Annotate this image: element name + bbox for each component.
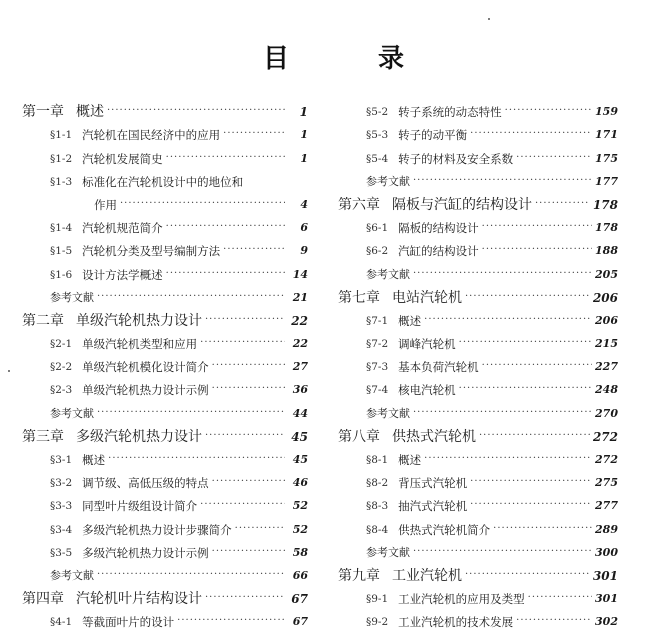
toc-references-entry[interactable]	[338, 258, 618, 281]
entry-title: 等截面叶片的设计	[82, 615, 175, 629]
entry-title: 抽汽式汽轮机	[398, 499, 468, 514]
entry-number: §2-3	[50, 384, 73, 397]
toc-section-entry[interactable]	[22, 235, 308, 258]
entry-number: 第三章	[22, 428, 64, 445]
entry-title: 背压式汽轮机	[398, 476, 468, 491]
entry-number: 第一章	[22, 104, 64, 121]
dot-leader	[97, 291, 285, 305]
entry-title: 工业汽轮机的应用及类型	[398, 592, 525, 607]
toc-section-entry[interactable]	[22, 189, 308, 212]
page-number: 21	[292, 290, 308, 304]
toc-references-entry[interactable]	[338, 166, 618, 189]
dot-leader	[107, 105, 285, 119]
dot-leader	[493, 523, 592, 537]
entry-title: 标准化在汽轮机设计中的地位和	[82, 174, 244, 189]
page-number: 45	[291, 429, 308, 444]
entry-title: 单级汽轮机热力设计示例	[82, 383, 209, 398]
page-number: 14	[292, 267, 308, 281]
page-number: 6	[300, 221, 308, 235]
toc-section-entry[interactable]	[22, 166, 308, 189]
dot-leader	[413, 175, 592, 189]
entry-number: 第二章	[22, 312, 64, 329]
toc-section-entry[interactable]	[338, 583, 618, 606]
page-number: 277	[595, 499, 618, 513]
page-number: 300	[595, 545, 618, 559]
toc-chapter-entry[interactable]	[22, 305, 308, 328]
entry-number: §5-4	[366, 152, 389, 165]
entry-title: 参考文献	[50, 568, 94, 582]
toc-references-entry[interactable]	[22, 282, 308, 305]
entry-number: §1-3	[50, 175, 73, 188]
dot-leader	[212, 546, 285, 560]
entry-title: 工业汽轮机	[392, 567, 462, 584]
entry-number: §7-2	[366, 338, 389, 351]
entry-number: §3-4	[50, 523, 73, 536]
entry-title: 汽轮机分类及型号编制方法	[82, 244, 221, 259]
entry-title: 概述	[82, 453, 106, 467]
entry-number: §3-5	[50, 546, 73, 559]
page-number: 206	[595, 313, 618, 327]
entry-title: 参考文献	[50, 406, 94, 420]
dot-leader	[212, 476, 285, 490]
toc-references-entry[interactable]	[22, 560, 308, 583]
toc-section-entry[interactable]	[338, 351, 618, 374]
page-number: 45	[292, 453, 308, 466]
page-number: 302	[595, 615, 618, 629]
entry-title: 汽轮机在国民经济中的应用	[82, 128, 221, 143]
toc-section-entry[interactable]	[338, 142, 618, 165]
page-number: 188	[595, 244, 618, 258]
toc-section-entry[interactable]	[338, 606, 618, 629]
entry-title: 同型叶片级组设计简介	[82, 499, 198, 514]
toc-references-entry[interactable]	[338, 537, 618, 560]
page-number: 58	[292, 545, 308, 559]
entry-title: 基本负荷汽轮机	[398, 360, 479, 375]
entry-number: §4-1	[50, 616, 73, 629]
dot-leader	[470, 499, 592, 513]
entry-number: §9-1	[366, 593, 389, 606]
entry-number: §7-4	[366, 384, 389, 397]
dot-leader	[166, 152, 285, 166]
page-number: 206	[592, 290, 618, 305]
entry-title: 参考文献	[366, 406, 410, 420]
page-number: 301	[595, 592, 618, 606]
toc-chapter-entry[interactable]	[338, 560, 618, 583]
entry-title: 单级汽轮机类型和应用	[82, 337, 198, 352]
entry-title: 隔板与汽缸的结构设计	[392, 196, 532, 213]
entry-title: 概述	[398, 453, 422, 467]
dot-leader	[413, 407, 592, 421]
entry-number: §8-4	[366, 523, 389, 536]
dot-leader	[505, 105, 592, 119]
dot-leader	[413, 546, 592, 560]
entry-number: §2-1	[50, 338, 73, 351]
entry-number: §1-1	[50, 129, 73, 142]
page-number: 171	[595, 128, 618, 142]
dot-leader	[482, 221, 592, 235]
page-number: 46	[292, 476, 308, 490]
entry-title: 概述	[76, 104, 104, 121]
dot-leader	[482, 360, 592, 374]
page-number: 275	[595, 476, 618, 490]
toc-section-entry[interactable]	[338, 235, 618, 258]
page-number: 27	[292, 360, 308, 374]
dot-leader	[205, 592, 285, 606]
dot-leader	[223, 128, 285, 142]
page-number: 1	[300, 151, 308, 165]
page-number: 1	[300, 128, 308, 142]
page-number: 301	[592, 568, 618, 583]
entry-title: 转子的动平衡	[398, 128, 468, 143]
dot-leader	[459, 337, 592, 351]
dot-leader	[235, 523, 285, 537]
toc-section-entry[interactable]	[338, 328, 618, 351]
dot-leader	[470, 128, 592, 142]
entry-title: 参考文献	[50, 290, 94, 304]
dot-leader	[205, 314, 285, 328]
entry-title: 设计方法学概述	[82, 267, 163, 282]
toc-section-entry[interactable]	[338, 374, 618, 397]
entry-title: 电站汽轮机	[392, 289, 462, 306]
dot-leader	[424, 314, 592, 328]
page-number: 22	[292, 337, 308, 351]
dot-leader	[200, 337, 285, 351]
entry-title: 转子系统的动态特性	[398, 105, 502, 120]
page-number: 272	[592, 429, 618, 444]
page-number: 66	[292, 568, 308, 582]
dot-leader	[212, 383, 285, 397]
entry-number: §8-3	[366, 500, 389, 513]
entry-title: 隔板的结构设计	[398, 221, 479, 236]
dot-leader	[482, 244, 592, 258]
entry-number: §1-5	[50, 245, 73, 258]
toc-section-entry[interactable]	[22, 513, 308, 536]
toc-section-entry[interactable]	[22, 374, 308, 397]
toc-chapter-entry[interactable]	[22, 583, 308, 606]
entry-title: 作用	[94, 197, 117, 212]
toc-section-entry[interactable]	[22, 490, 308, 513]
toc-section-entry[interactable]	[338, 96, 618, 119]
toc-section-entry[interactable]	[22, 328, 308, 351]
entry-number: §6-1	[366, 222, 389, 235]
entry-number: §3-3	[50, 500, 73, 513]
entry-number: §2-2	[50, 361, 73, 374]
toc-chapter-entry[interactable]	[338, 282, 618, 305]
entry-title: 供热式汽轮机简介	[398, 522, 491, 537]
entry-number: §1-6	[50, 268, 73, 281]
toc-section-entry[interactable]	[338, 490, 618, 513]
page-number: 178	[592, 197, 618, 212]
dot-leader	[97, 569, 285, 583]
page-title: 目 录	[262, 44, 445, 74]
page-number: 52	[292, 499, 308, 513]
dot-leader	[223, 244, 285, 258]
toc-chapter-entry[interactable]	[22, 96, 308, 119]
dot-leader	[465, 291, 590, 305]
scan-speck	[488, 18, 490, 20]
entry-number: 第九章	[338, 567, 380, 584]
dot-leader	[465, 569, 590, 583]
page-number: 1	[299, 105, 308, 120]
entry-number: §7-1	[366, 314, 389, 327]
page-number: 215	[595, 337, 618, 351]
entry-number: 第四章	[22, 591, 64, 608]
toc-section-entry[interactable]	[338, 119, 618, 142]
entry-number: §7-3	[366, 361, 389, 374]
entry-number: 第六章	[338, 196, 380, 213]
entry-title: 多级汽轮机热力设计步骤简介	[82, 522, 232, 537]
toc-section-entry[interactable]	[22, 444, 308, 467]
page-number: 205	[595, 267, 618, 281]
toc-section-entry[interactable]	[22, 119, 308, 142]
entry-title: 参考文献	[366, 545, 410, 559]
entry-title: 核电汽轮机	[398, 383, 456, 398]
entry-title: 汽轮机规范简介	[82, 221, 163, 236]
toc-references-entry[interactable]	[338, 397, 618, 420]
dot-leader	[212, 360, 285, 374]
toc-section-entry[interactable]	[338, 444, 618, 467]
entry-number: §8-1	[366, 454, 389, 466]
toc-chapter-entry[interactable]	[22, 421, 308, 444]
entry-title: 调峰汽轮机	[398, 337, 456, 352]
dot-leader	[108, 453, 285, 467]
page-number: 52	[292, 522, 308, 536]
page-number: 159	[595, 105, 618, 119]
dot-leader	[166, 221, 285, 235]
page-number: 272	[595, 453, 618, 466]
entry-title: 转子的材料及安全系数	[398, 151, 514, 166]
page-number: 175	[595, 151, 618, 165]
toc-section-entry[interactable]	[22, 351, 308, 374]
entry-number: §3-2	[50, 477, 73, 490]
toc-section-entry[interactable]	[338, 467, 618, 490]
dot-leader	[516, 615, 592, 629]
entry-number: 第八章	[338, 428, 380, 445]
entry-title: 工业汽轮机的技术发展	[398, 615, 514, 629]
entry-number: 第七章	[338, 289, 380, 306]
entry-title: 参考文献	[366, 174, 410, 188]
page-number: 178	[595, 221, 618, 235]
entry-number: §5-2	[366, 106, 389, 119]
scan-speck	[8, 370, 10, 372]
page-number: 4	[300, 197, 308, 211]
entry-number: §3-1	[50, 454, 73, 466]
entry-title: 概述	[398, 313, 422, 328]
dot-leader	[535, 198, 590, 212]
page-number: 22	[291, 313, 308, 328]
entry-title: 调节级、高低压级的特点	[82, 476, 209, 491]
entry-number: §8-2	[366, 477, 389, 490]
toc-section-entry[interactable]	[22, 467, 308, 490]
entry-number: §1-4	[50, 222, 73, 235]
dot-leader	[528, 592, 592, 606]
entry-number: §9-2	[366, 616, 389, 629]
entry-title: 参考文献	[366, 267, 410, 281]
toc-section-entry[interactable]	[22, 212, 308, 235]
dot-leader	[479, 430, 590, 444]
entry-number: §1-2	[50, 152, 73, 165]
page-number: 36	[292, 383, 308, 397]
toc-left-column	[22, 96, 308, 629]
page-number: 67	[292, 615, 308, 629]
toc-references-entry[interactable]	[22, 397, 308, 420]
entry-number: §6-2	[366, 245, 389, 258]
entry-title: 单级汽轮机热力设计	[76, 312, 202, 329]
dot-leader	[413, 268, 592, 282]
page-number: 227	[595, 360, 618, 374]
entry-number: §5-3	[366, 129, 389, 142]
dot-leader	[97, 407, 285, 421]
page-number: 270	[595, 406, 618, 420]
entry-title: 多级汽轮机热力设计示例	[82, 545, 209, 560]
dot-leader	[120, 198, 285, 212]
toc-section-entry[interactable]	[338, 305, 618, 328]
dot-leader	[177, 615, 285, 629]
toc-section-entry[interactable]	[338, 513, 618, 536]
toc-section-entry[interactable]	[22, 142, 308, 165]
page-number: 248	[595, 383, 618, 397]
entry-title: 供热式汽轮机	[392, 428, 476, 445]
entry-title: 汽轮机叶片结构设计	[76, 591, 202, 608]
page-number: 289	[595, 522, 618, 536]
dot-leader	[470, 476, 592, 490]
dot-leader	[516, 152, 592, 166]
dot-leader	[205, 430, 285, 444]
entry-title: 多级汽轮机热力设计	[76, 428, 202, 445]
toc-section-entry[interactable]	[338, 212, 618, 235]
dot-leader	[424, 453, 592, 467]
page-number: 177	[595, 174, 618, 188]
toc-right-column	[338, 96, 618, 629]
toc-chapter-entry[interactable]	[338, 421, 618, 444]
entry-title: 汽缸的结构设计	[398, 244, 479, 259]
entry-title: 单级汽轮机模化设计简介	[82, 360, 209, 375]
page-number: 67	[291, 592, 308, 607]
page-number: 44	[292, 406, 308, 420]
entry-title: 汽轮机发展简史	[82, 151, 163, 166]
toc-section-entry[interactable]	[22, 537, 308, 560]
dot-leader	[459, 383, 592, 397]
toc-section-entry[interactable]	[22, 606, 308, 629]
toc-chapter-entry[interactable]	[338, 189, 618, 212]
toc-section-entry[interactable]	[22, 258, 308, 281]
page-number: 9	[300, 244, 308, 258]
dot-leader	[200, 499, 285, 513]
dot-leader	[166, 268, 285, 282]
